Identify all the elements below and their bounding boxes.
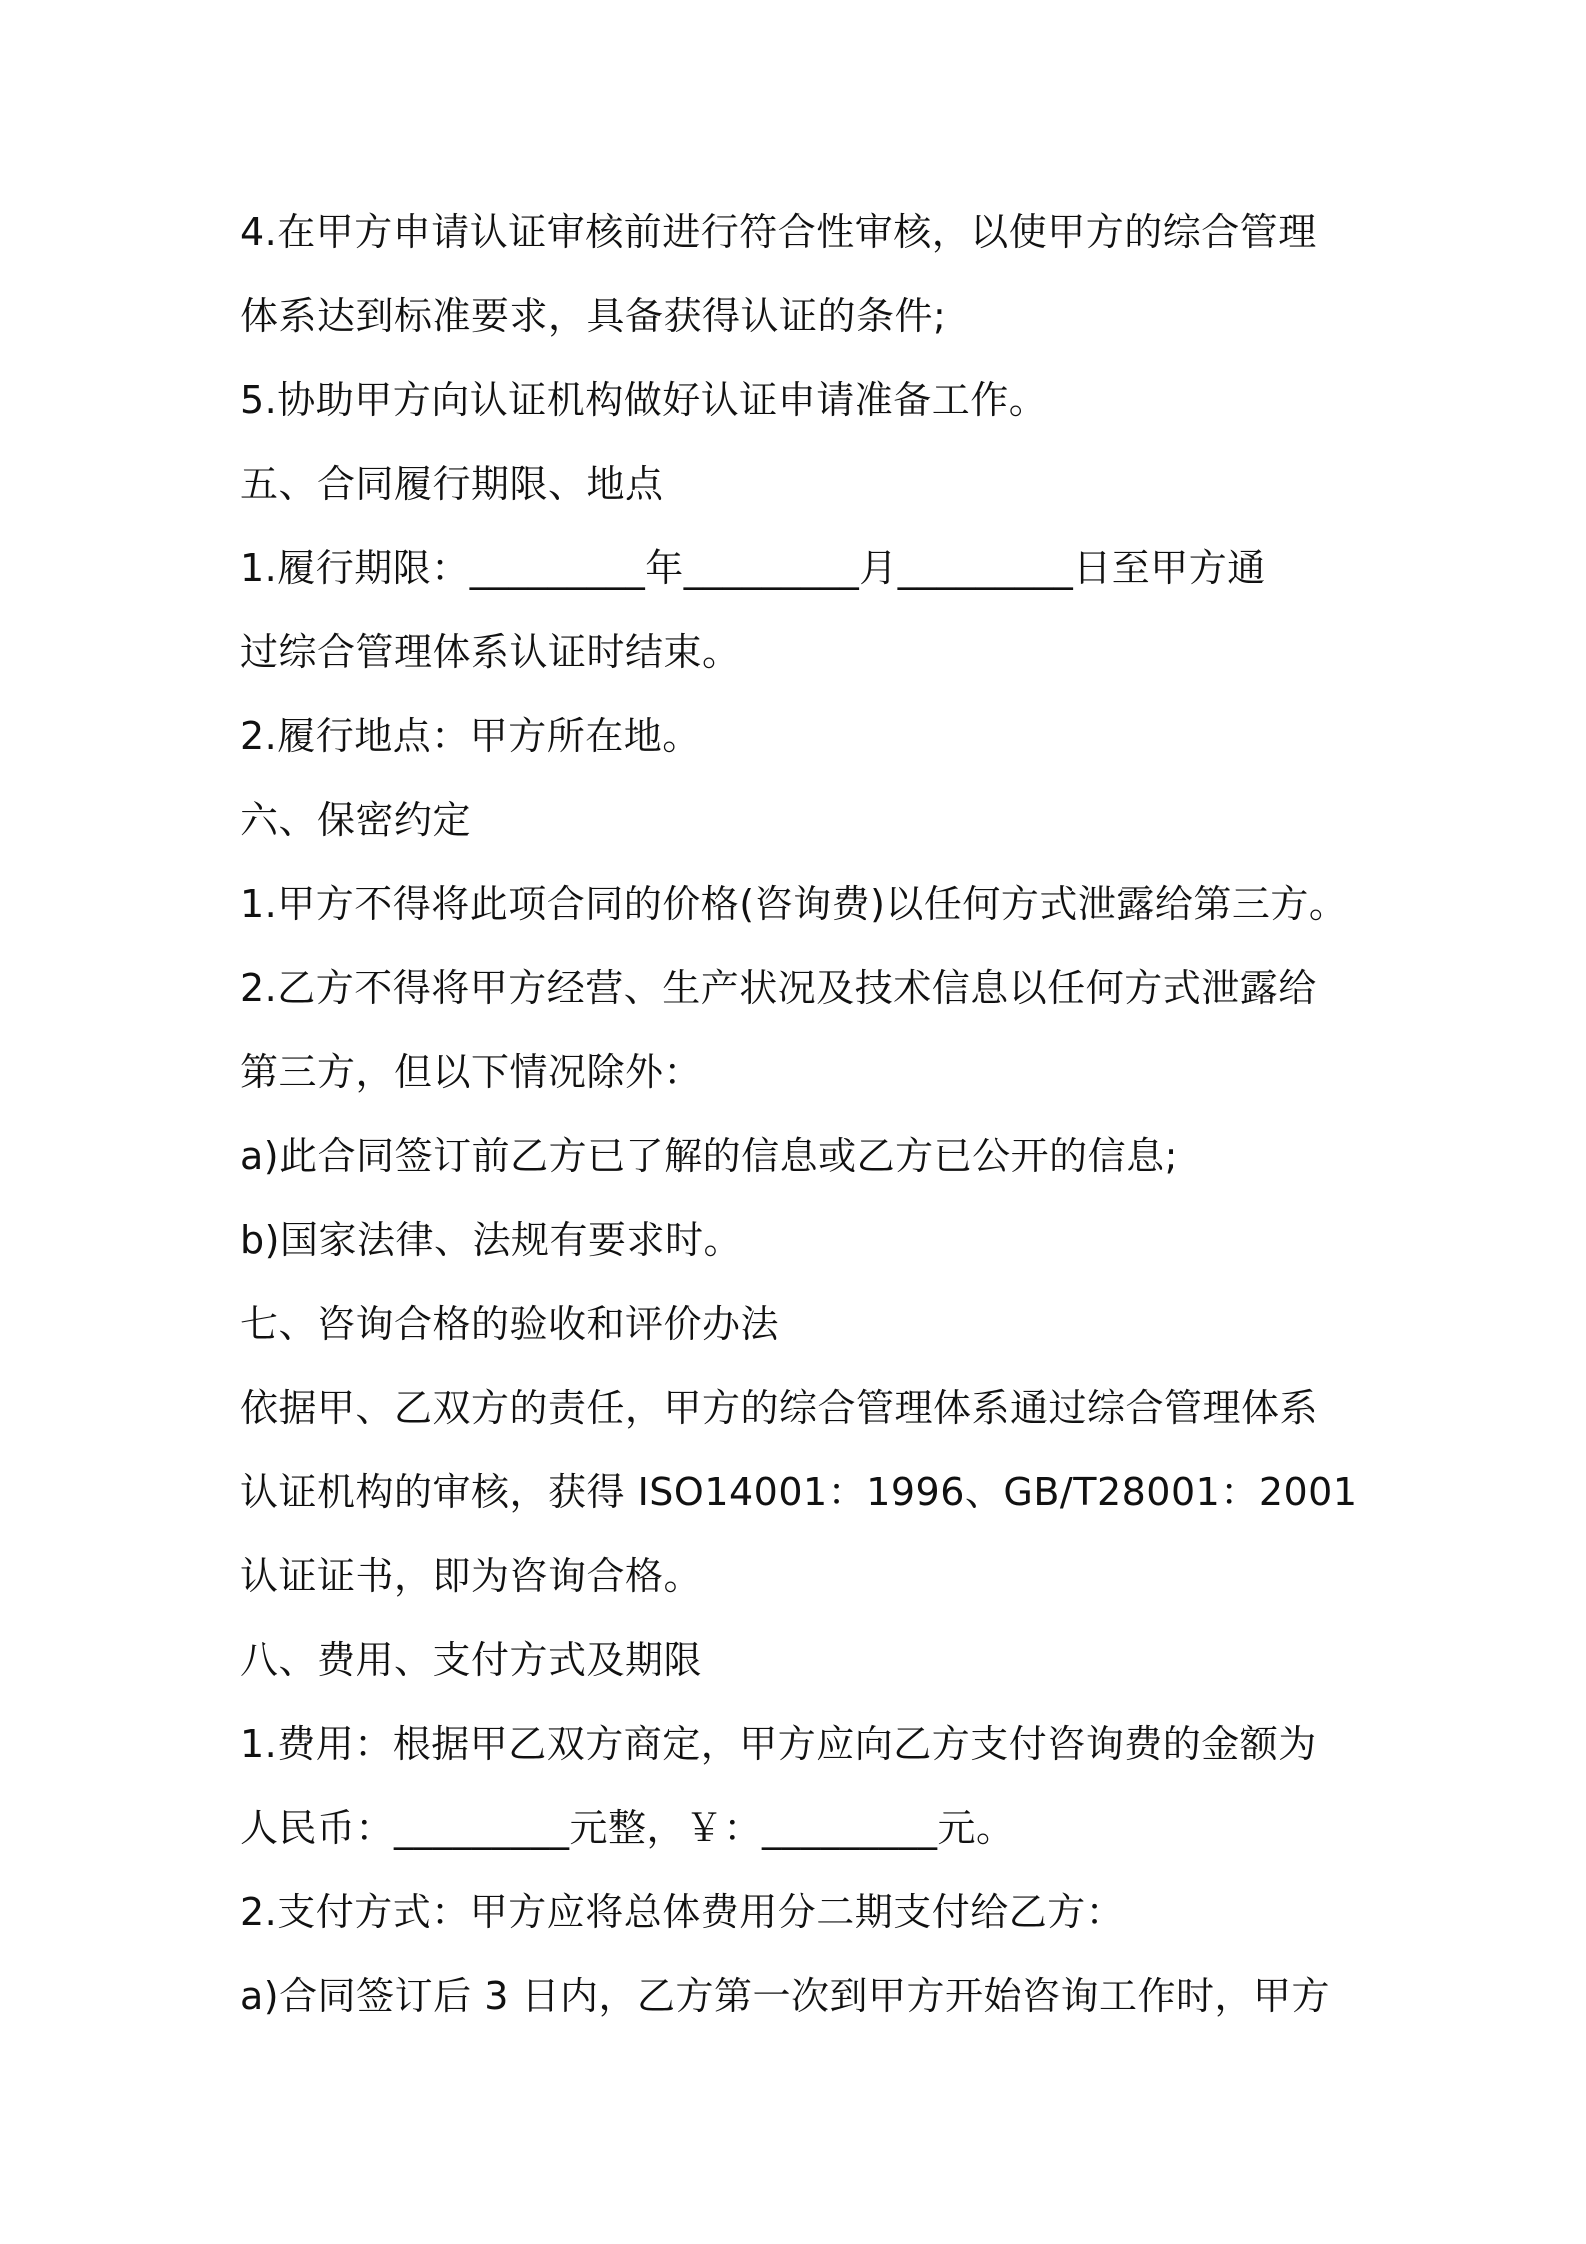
section-heading: 六、保密约定 [240,798,472,842]
text-line: a)此合同签订前乙方已了解的信息或乙方已公开的信息; [240,1134,1178,1178]
text-line: 人民币：_________元整，￥：_________元。 [240,1806,1015,1850]
section-heading: 七、咨询合格的验收和评价办法 [240,1302,780,1346]
text-line: 5.协助甲方向认证机构做好认证申请准备工作。 [240,378,1048,422]
section-heading: 五、合同履行期限、地点 [240,462,664,506]
text-line: 2.乙方不得将甲方经营、生产状况及技术信息以任何方式泄露给 [240,966,1317,1010]
text-line: 第三方，但以下情况除外： [240,1050,703,1094]
text-line: 4.在甲方申请认证审核前进行符合性审核，以使甲方的综合管理 [240,210,1317,254]
text-line: 1.甲方不得将此项合同的价格(咨询费)以任何方式泄露给第三方。 [240,882,1348,926]
text-line: 体系达到标准要求，具备获得认证的条件; [240,294,947,338]
text-line: 1.费用：根据甲乙双方商定，甲方应向乙方支付咨询费的金额为 [240,1722,1317,1766]
section-heading: 八、费用、支付方式及期限 [240,1638,703,1682]
text-line: 2.履行地点：甲方所在地。 [240,714,701,758]
text-line: b)国家法律、法规有要求时。 [240,1218,742,1262]
text-line: 认证证书，即为咨询合格。 [240,1554,703,1598]
text-line: 1.履行期限：_________年_________月_________日至甲方通 [240,546,1266,590]
text-line: a)合同签订后 3 日内，乙方第一次到甲方开始咨询工作时，甲方 [240,1974,1330,2018]
text-line: 2.支付方式：甲方应将总体费用分二期支付给乙方： [240,1890,1125,1934]
text-line: 过综合管理体系认证时结束。 [240,630,741,674]
contract-text [240,190,1370,2038]
text-line: 认证机构的审核，获得 ISO14001：1996、GB/T28001：2001 [240,1470,1358,1514]
text-line: 依据甲、乙双方的责任，甲方的综合管理体系通过综合管理体系 [240,1386,1319,1430]
